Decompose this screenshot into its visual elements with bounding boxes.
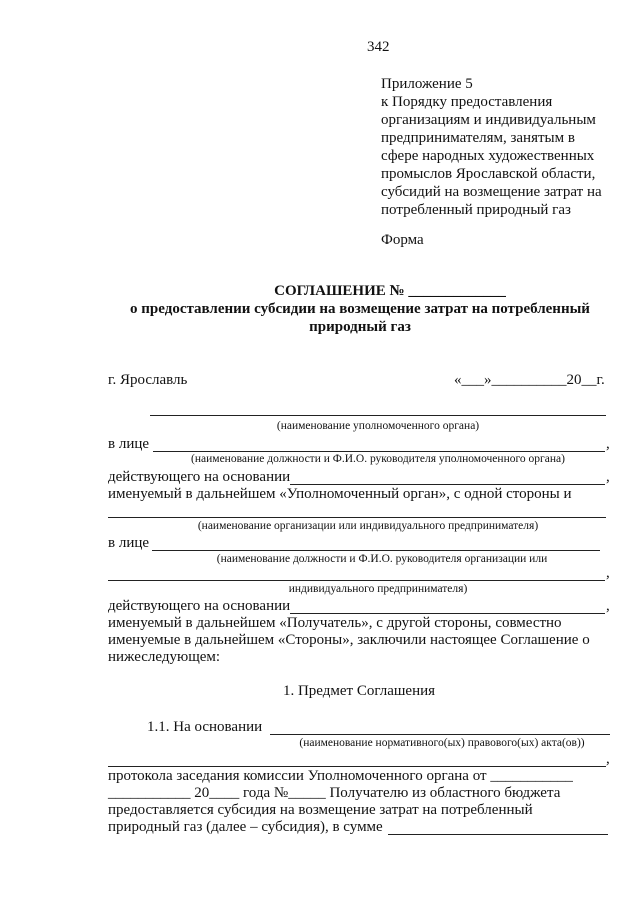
place-label: г. Ярославль [108, 372, 188, 388]
appendix-line: потребленный природный газ [381, 202, 571, 218]
clause-1-1-label: 1.1. На основании [147, 719, 263, 735]
authority-official-hint: (наименование должности и Ф.И.О. руководителя уполномоченного органа) [191, 453, 565, 465]
appendix-line: к Порядку предоставления [381, 94, 553, 110]
line-end-comma: , [606, 598, 610, 614]
document-title: СОГЛАШЕНИЕ № _____________ [274, 283, 506, 299]
agreement-intro-end: нижеследующем: [108, 649, 221, 665]
line-end-comma: , [606, 436, 610, 452]
recipient-official-line-2 [108, 580, 605, 581]
line-end-comma: , [606, 565, 610, 581]
normative-act-line-2 [108, 766, 606, 767]
authority-name-hint: (наименование уполномоченного органа) [276, 420, 480, 432]
authority-name-line [150, 415, 606, 416]
appendix-line: сфере народных художественных [381, 148, 595, 164]
normative-act-hint: (наименование нормативного(ых) правового(ых) акта(ов)) [299, 737, 585, 749]
recipient-name-hint: (наименование организации или индивидуального предпринимателя) [197, 520, 539, 532]
recipient-official-hint-2: индивидуального предпринимателя) [288, 583, 468, 595]
document-subtitle-2: природный газ [309, 319, 411, 335]
recipient-official-hint: (наименование должности и Ф.И.О. руководителя организации или [216, 553, 548, 565]
date-field: «___»__________20__г. [454, 372, 605, 388]
authority-basis-line [290, 484, 605, 485]
authority-named-line: именуемый в дальнейшем «Уполномоченный орган», с одной стороны и [108, 486, 572, 502]
subsidy-amount-label: природный газ (далее – субсидия), в сумме [108, 819, 383, 835]
normative-act-line [270, 734, 610, 735]
in-person-label: в лице [108, 436, 150, 452]
line-end-comma: , [606, 751, 610, 767]
appendix-line: промыслов Ярославской области, [381, 166, 596, 182]
appendix-line: субсидий на возмещение затрат на [381, 184, 602, 200]
recipient-name-line [108, 517, 606, 518]
acting-label: действующего на основании [108, 469, 291, 485]
form-label: Форма [381, 232, 424, 248]
protocol-number-line: ___________ 20____ года №_____ Получателю из областного бюджета [108, 785, 561, 801]
recipient-named-line: именуемый в дальнейшем «Получатель», с другой стороны, совместно [108, 615, 562, 631]
recipient-basis-line [290, 613, 605, 614]
section-heading: 1. Предмет Соглашения [282, 683, 436, 699]
authority-official-line [153, 451, 605, 452]
appendix-line: предпринимателям, занятым в [381, 130, 575, 146]
subsidy-provided-line: предоставляется субсидия на возмещение затрат на потребленный [108, 802, 533, 818]
recipient-official-line [152, 550, 600, 551]
document-subtitle: о предоставлении субсидии на возмещение затрат на потребленный [130, 301, 590, 317]
page-number: 342 [367, 39, 390, 55]
in-person-label: в лице [108, 535, 150, 551]
subsidy-amount-line [388, 834, 608, 835]
appendix-line: организациям и индивидуальным [381, 112, 596, 128]
line-end-comma: , [606, 469, 610, 485]
protocol-line: протокола заседания комиссии Уполномоченного органа от ___________ [108, 768, 573, 784]
appendix-line: Приложение 5 [381, 76, 473, 92]
parties-together-line: именуемые в дальнейшем «Стороны», заключили настоящее Соглашение о [108, 632, 590, 648]
acting-label: действующего на основании [108, 598, 291, 614]
